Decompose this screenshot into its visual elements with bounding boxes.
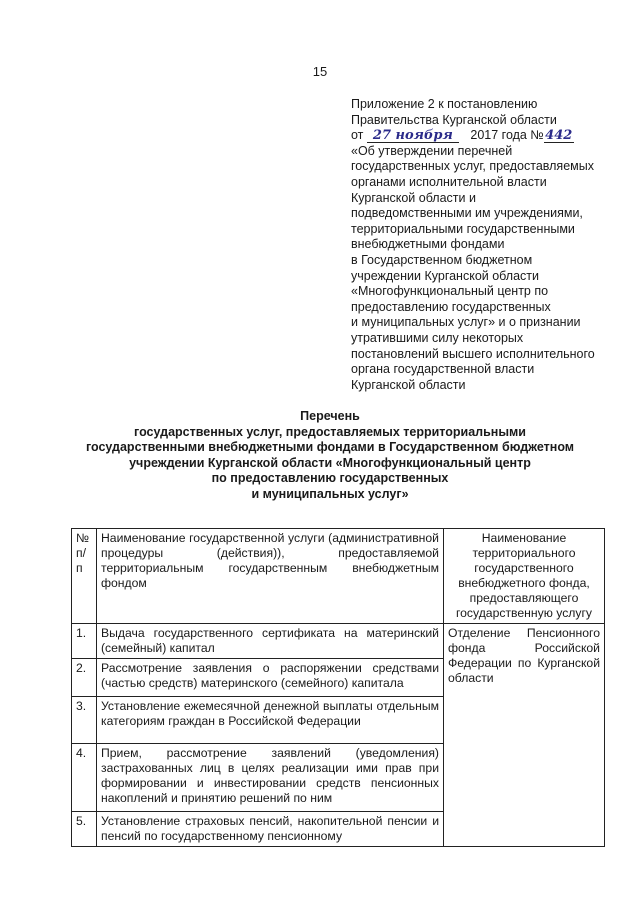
appendix-line: внебюджетными фондами xyxy=(351,237,505,252)
appendix-line: постановлений высшего исполнительного xyxy=(351,346,595,361)
appendix-line: Курганской области xyxy=(351,377,466,392)
page-number: 15 xyxy=(312,64,328,79)
title-line: государственными внебюджетными фондами в Государственном бюджетном xyxy=(85,440,575,454)
appendix-line: органами исполнительной власти xyxy=(351,174,547,189)
table-header-row xyxy=(72,529,605,624)
handwritten-date: 27 ноября xyxy=(367,129,459,143)
appendix-line: учреждении Курганской области xyxy=(351,268,539,283)
service-name: Выдача государственного сертификата на материнский (семейный) капитал xyxy=(97,624,444,659)
title-line: и муниципальных услуг» xyxy=(251,486,409,501)
appendix-line: в Государственном бюджетном xyxy=(351,252,533,267)
header-fund: Наименование территориального государственного внебюджетного фонда, предоставляющего государственную услугу xyxy=(444,529,605,624)
row-number: 4. xyxy=(72,744,97,812)
appendix-line: Приложение 2 к постановлению xyxy=(351,97,538,111)
appendix-body xyxy=(351,144,621,394)
appendix-line: «Многофункциональный центр по xyxy=(351,284,549,299)
service-name: Установление ежемесячной денежной выплаты отдельным категориям граждан в Российской Федерации xyxy=(97,697,444,744)
header-num: № п/п xyxy=(72,529,97,624)
row-number: 5. xyxy=(72,812,97,847)
appendix-line: подведомственными им учреждениями, xyxy=(351,206,583,221)
date-suffix: 2017 года № xyxy=(470,128,544,143)
service-name: Установление страховых пенсий, накопительной пенсии и пенсий по государственному пенсионному xyxy=(97,812,444,847)
row-number: 2. xyxy=(72,659,97,697)
services-table xyxy=(71,528,605,847)
appendix-line: предоставлению государственных xyxy=(351,299,551,314)
appendix-line: и муниципальных услуг» и о признании xyxy=(351,315,581,330)
date-prefix: от xyxy=(351,128,364,143)
service-name: Рассмотрение заявления о распоряжении средствами (частью средств) материнского (семейного) капитала xyxy=(97,659,444,697)
table-row xyxy=(72,624,605,659)
fund-name: Отделение Пенсионного фонда Российской Федерации по Курганской области xyxy=(444,624,605,847)
appendix-line: утратившими силу некоторых xyxy=(351,330,524,345)
appendix-date-line xyxy=(351,128,621,144)
appendix-line: Правительства Курганской области xyxy=(351,112,557,127)
appendix-line: государственных услуг, предоставляемых xyxy=(351,159,594,174)
appendix-line: Курганской области и xyxy=(351,190,476,205)
appendix-header xyxy=(351,97,621,393)
row-number: 3. xyxy=(72,697,97,744)
appendix-line: территориальными государственными xyxy=(351,221,575,236)
title-heading: Перечень xyxy=(300,409,360,423)
title-line: учреждении Курганской области «Многофункциональный центр xyxy=(129,455,531,470)
row-number: 1. xyxy=(72,624,97,659)
title-line: государственных услуг, предоставляемых территориальными xyxy=(134,424,526,439)
appendix-line: «Об утверждении перечней xyxy=(351,143,513,158)
document-title xyxy=(60,409,600,502)
title-line: по предоставлению государственных xyxy=(211,471,449,485)
header-service: Наименование государственной услуги (административной процедуры (действия)), предоставляемой территориальным государственным внебюджетным фондом xyxy=(97,529,444,624)
appendix-line: органа государственной власти xyxy=(351,362,535,377)
handwritten-number: 442 xyxy=(545,128,573,144)
service-name: Прием, рассмотрение заявлений (уведомления) застрахованных лиц в целях реализации ими прав при формировании и инвестировании средств пенсионных накоплений и принятию решений по ним xyxy=(97,744,444,812)
